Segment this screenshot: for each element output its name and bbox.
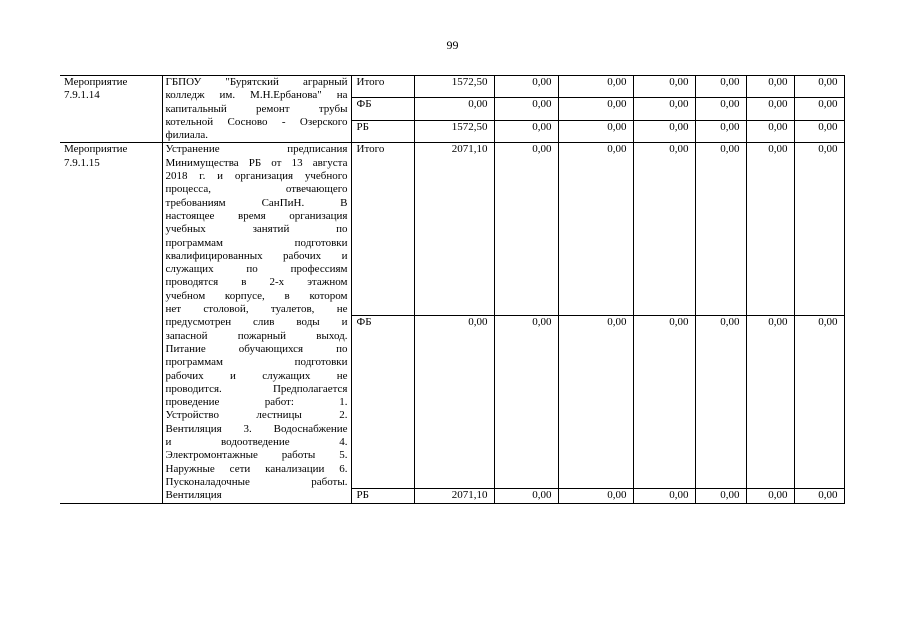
funding-source-cell: Итого [351, 76, 414, 98]
amount-cell: 0,00 [633, 489, 695, 503]
table-row [60, 76, 844, 98]
funding-source-cell: РБ [351, 120, 414, 143]
amount-cell: 0,00 [794, 143, 844, 316]
description-line: нет столовой, туалетов, не [165, 303, 348, 316]
amount-cell: 0,00 [633, 120, 695, 143]
amount-cell: 0,00 [558, 143, 633, 316]
activity-cell: Мероприятие 7.9.1.15 [60, 143, 162, 503]
description-line: учебных занятий по [165, 223, 348, 236]
description-line: программам подготовки [165, 236, 348, 249]
amount-cell: 0,00 [746, 98, 794, 120]
amount-cell: 0,00 [794, 120, 844, 143]
description-line: рабочих и служащих не [165, 369, 348, 382]
amount-cell: 0,00 [746, 143, 794, 316]
amount-cell: 1572,50 [414, 76, 494, 98]
amount-cell: 0,00 [794, 98, 844, 120]
amount-cell: 0,00 [633, 98, 695, 120]
description-line: требованиям СанПиН. В [165, 196, 348, 209]
amount-cell: 0,00 [494, 143, 558, 316]
description-line: квалифицированных рабочих и [165, 249, 348, 262]
amount-cell: 0,00 [558, 76, 633, 98]
description-line: 2018 г. и организация учебного [165, 170, 348, 183]
description-cell [162, 143, 351, 503]
amount-cell: 0,00 [746, 489, 794, 503]
budget-table [60, 75, 845, 504]
description-line: служащих по профессиям [165, 263, 348, 276]
activity-cell: Мероприятие 7.9.1.14 [60, 76, 162, 143]
amount-cell: 2071,10 [414, 143, 494, 316]
description-line: настоящее время организация [165, 209, 348, 222]
amount-cell: 1572,50 [414, 120, 494, 143]
description-line: проведение работ: 1. [165, 396, 348, 409]
amount-cell: 0,00 [494, 98, 558, 120]
amount-cell: 0,00 [695, 143, 746, 316]
description-line: запасной пожарный выход. [165, 329, 348, 342]
description-line: Устройство лестницы 2. [165, 409, 348, 422]
amount-cell: 0,00 [695, 120, 746, 143]
amount-cell: 0,00 [558, 489, 633, 503]
amount-cell: 0,00 [558, 98, 633, 120]
page-number: 99 [446, 38, 459, 52]
description-line: котельной Сосново - Озерского [165, 115, 348, 128]
funding-source-cell: РБ [351, 489, 414, 503]
description-line: Устранение предписания [165, 143, 348, 156]
description-line: Наружные сети канализации 6. [165, 462, 348, 475]
amount-cell: 0,00 [414, 316, 494, 489]
amount-cell: 0,00 [695, 316, 746, 489]
amount-cell: 0,00 [746, 120, 794, 143]
amount-cell: 0,00 [633, 316, 695, 489]
description-line: капитальный ремонт трубы [165, 102, 348, 115]
amount-cell: 0,00 [746, 76, 794, 98]
amount-cell: 0,00 [794, 316, 844, 489]
description-line: предусмотрен слив воды и [165, 316, 348, 329]
description-line: Электромонтажные работы 5. [165, 449, 348, 462]
description-line: проводится. Предполагается [165, 382, 348, 395]
funding-source-cell: ФБ [351, 98, 414, 120]
amount-cell: 0,00 [794, 76, 844, 98]
description-line: учебном корпусе, в котором [165, 289, 348, 302]
description-line: программам подготовки [165, 356, 348, 369]
funding-source-cell: Итого [351, 143, 414, 316]
amount-cell: 0,00 [633, 76, 695, 98]
amount-cell: 0,00 [494, 489, 558, 503]
description-line: Пусконаладочные работы. [165, 475, 348, 488]
amount-cell: 2071,10 [414, 489, 494, 503]
table-row [60, 143, 844, 316]
amount-cell: 0,00 [558, 120, 633, 143]
amount-cell: 0,00 [414, 98, 494, 120]
amount-cell: 0,00 [794, 489, 844, 503]
description-line: и водоотведение 4. [165, 436, 348, 449]
amount-cell: 0,00 [494, 120, 558, 143]
amount-cell: 0,00 [494, 316, 558, 489]
description-line: колледж им. М.Н.Ербанова" на [165, 89, 348, 102]
amount-cell: 0,00 [746, 316, 794, 489]
description-line: ГБПОУ "Бурятский аграрный [165, 76, 348, 88]
description-line: процесса, отвечающего [165, 183, 348, 196]
description-line: Вентиляция [165, 489, 222, 502]
amount-cell: 0,00 [633, 143, 695, 316]
amount-cell: 0,00 [695, 489, 746, 503]
description-line: Минимущества РБ от 13 августа [165, 156, 348, 169]
description-line: филиала. [165, 129, 208, 142]
description-cell [162, 76, 351, 143]
funding-source-cell: ФБ [351, 316, 414, 489]
amount-cell: 0,00 [695, 76, 746, 98]
amount-cell: 0,00 [558, 316, 633, 489]
description-line: проводятся в 2-х этажном [165, 276, 348, 289]
description-line: Питание обучающихся по [165, 342, 348, 355]
amount-cell: 0,00 [695, 98, 746, 120]
amount-cell: 0,00 [494, 76, 558, 98]
description-line: Вентиляция 3. Водоснабжение [165, 422, 348, 435]
